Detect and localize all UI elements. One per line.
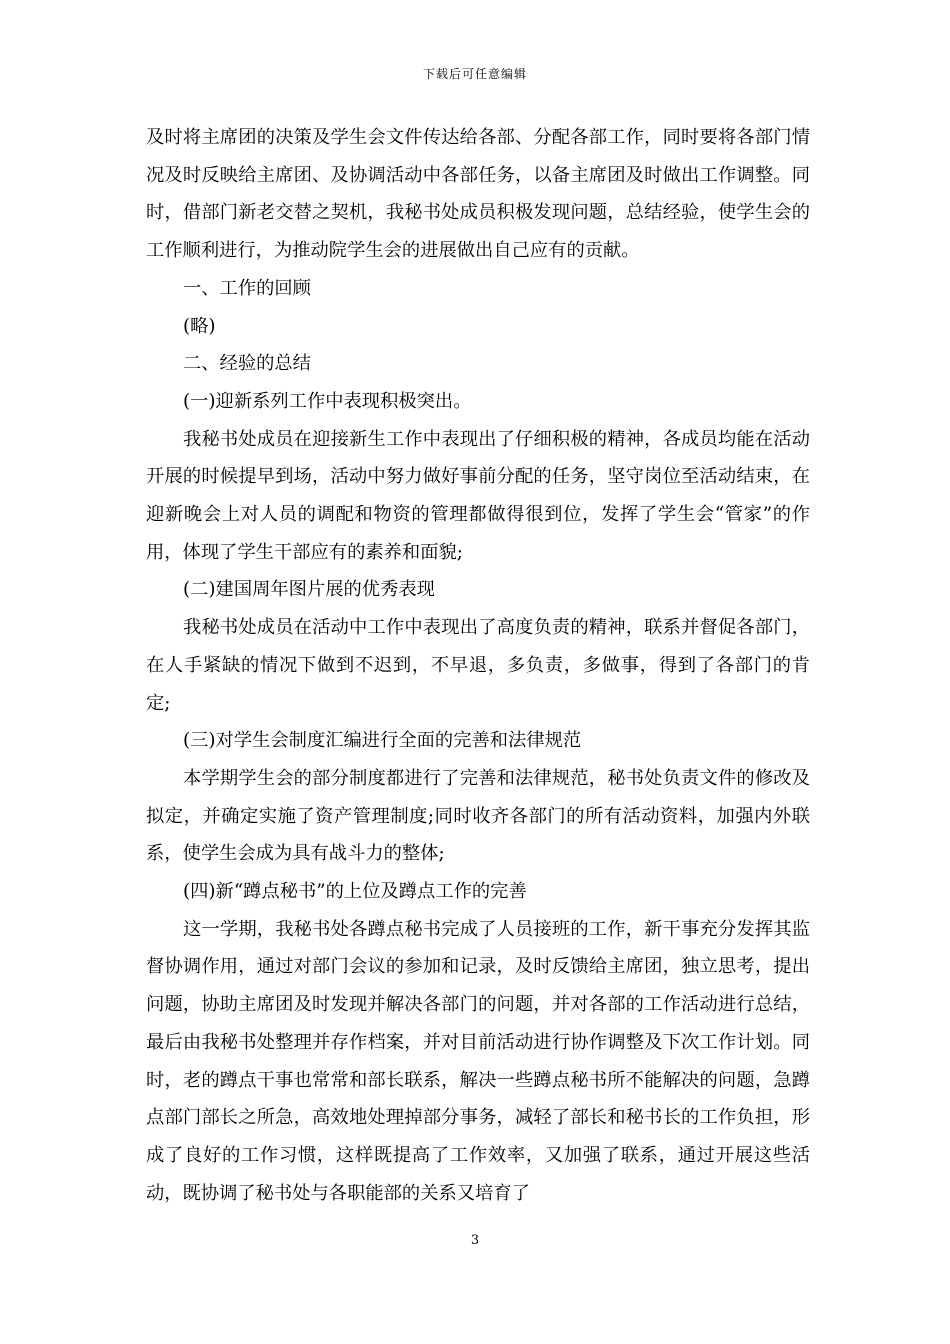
heading-experience-summary: 二、经验的总结	[183, 353, 311, 375]
document-body	[146, 119, 810, 1212]
paragraph-intro: 及时将主席团的决策及学生会文件传达给各部、分配各部工作，同时要将各部门情况及时反映给主席团、及协调活动中各部任务，以备主席团及时做出工作调整。同时，借部门新老交替之契机，我秘书处成员积极发现问题，总结经验，使学生会的工作顺利进行，为推动院学生会的进展做出自己应有的贡献。	[146, 127, 810, 262]
heading-work-review: 一、工作的回顾	[183, 277, 311, 299]
subheading-orientation-work: (一)迎新系列工作中表现积极突出。	[183, 390, 472, 412]
paragraph-orientation-work: 我秘书处成员在迎接新生工作中表现出了仔细积极的精神，各成员均能在活动开展的时候提早到场，活动中努力做好事前分配的任务，坚守岗位至活动结束，在迎新晚会上对人员的调配和物资的管理都做得很到位，发挥了学生会“管家”的作用，体现了学生干部应有的素养和面貌;	[146, 428, 810, 563]
paragraph-station-secretary: 这一学期，我秘书处各蹲点秘书完成了人员接班的工作，新干事充分发挥其监督协调作用，通过对部门会议的参加和记录，及时反馈给主席团，独立思考，提出问题，协助主席团及时发现并解决各部门的问题，并对各部的工作活动进行总结，最后由我秘书处整理并存作档案，并对目前活动进行协作调整及下次工作计划。同时，老的蹲点干事也常常和部长联系，解决一些蹲点秘书所不能解决的问题，急蹲点部门部长之所急，高效地处理掉部分事务，减轻了部长和秘书长的工作负担，形成了良好的工作习惯，这样既提高了工作效率，又加强了联系，通过开展这些活动，既协调了秘书处与各职能部的关系又培育了	[146, 918, 810, 1204]
page-number: 3	[470, 1233, 480, 1248]
page-header: 下载后可任意编辑	[422, 67, 527, 81]
subheading-photo-exhibition: (二)建国周年图片展的优秀表现	[183, 579, 435, 601]
paragraph-regulations: 本学期学生会的部分制度都进行了完善和法律规范，秘书处负责文件的修改及拟定，并确定实施了资产管理制度;同时收齐各部门的所有活动资料，加强内外联系，使学生会成为具有战斗力的整体;	[146, 767, 810, 865]
subheading-station-secretary: (四)新“蹲点秘书”的上位及蹲点工作的完善	[183, 881, 527, 903]
paragraph-photo-exhibition: 我秘书处成员在活动中工作中表现出了高度负责的精神，联系并督促各部门，在人手紧缺的情况下做到不迟到，不早退，多负责，多做事，得到了各部门的肯定;	[146, 617, 810, 714]
subheading-regulations: (三)对学生会制度汇编进行全面的完善和法律规范	[183, 730, 582, 752]
paragraph-omitted: (略)	[183, 315, 216, 337]
